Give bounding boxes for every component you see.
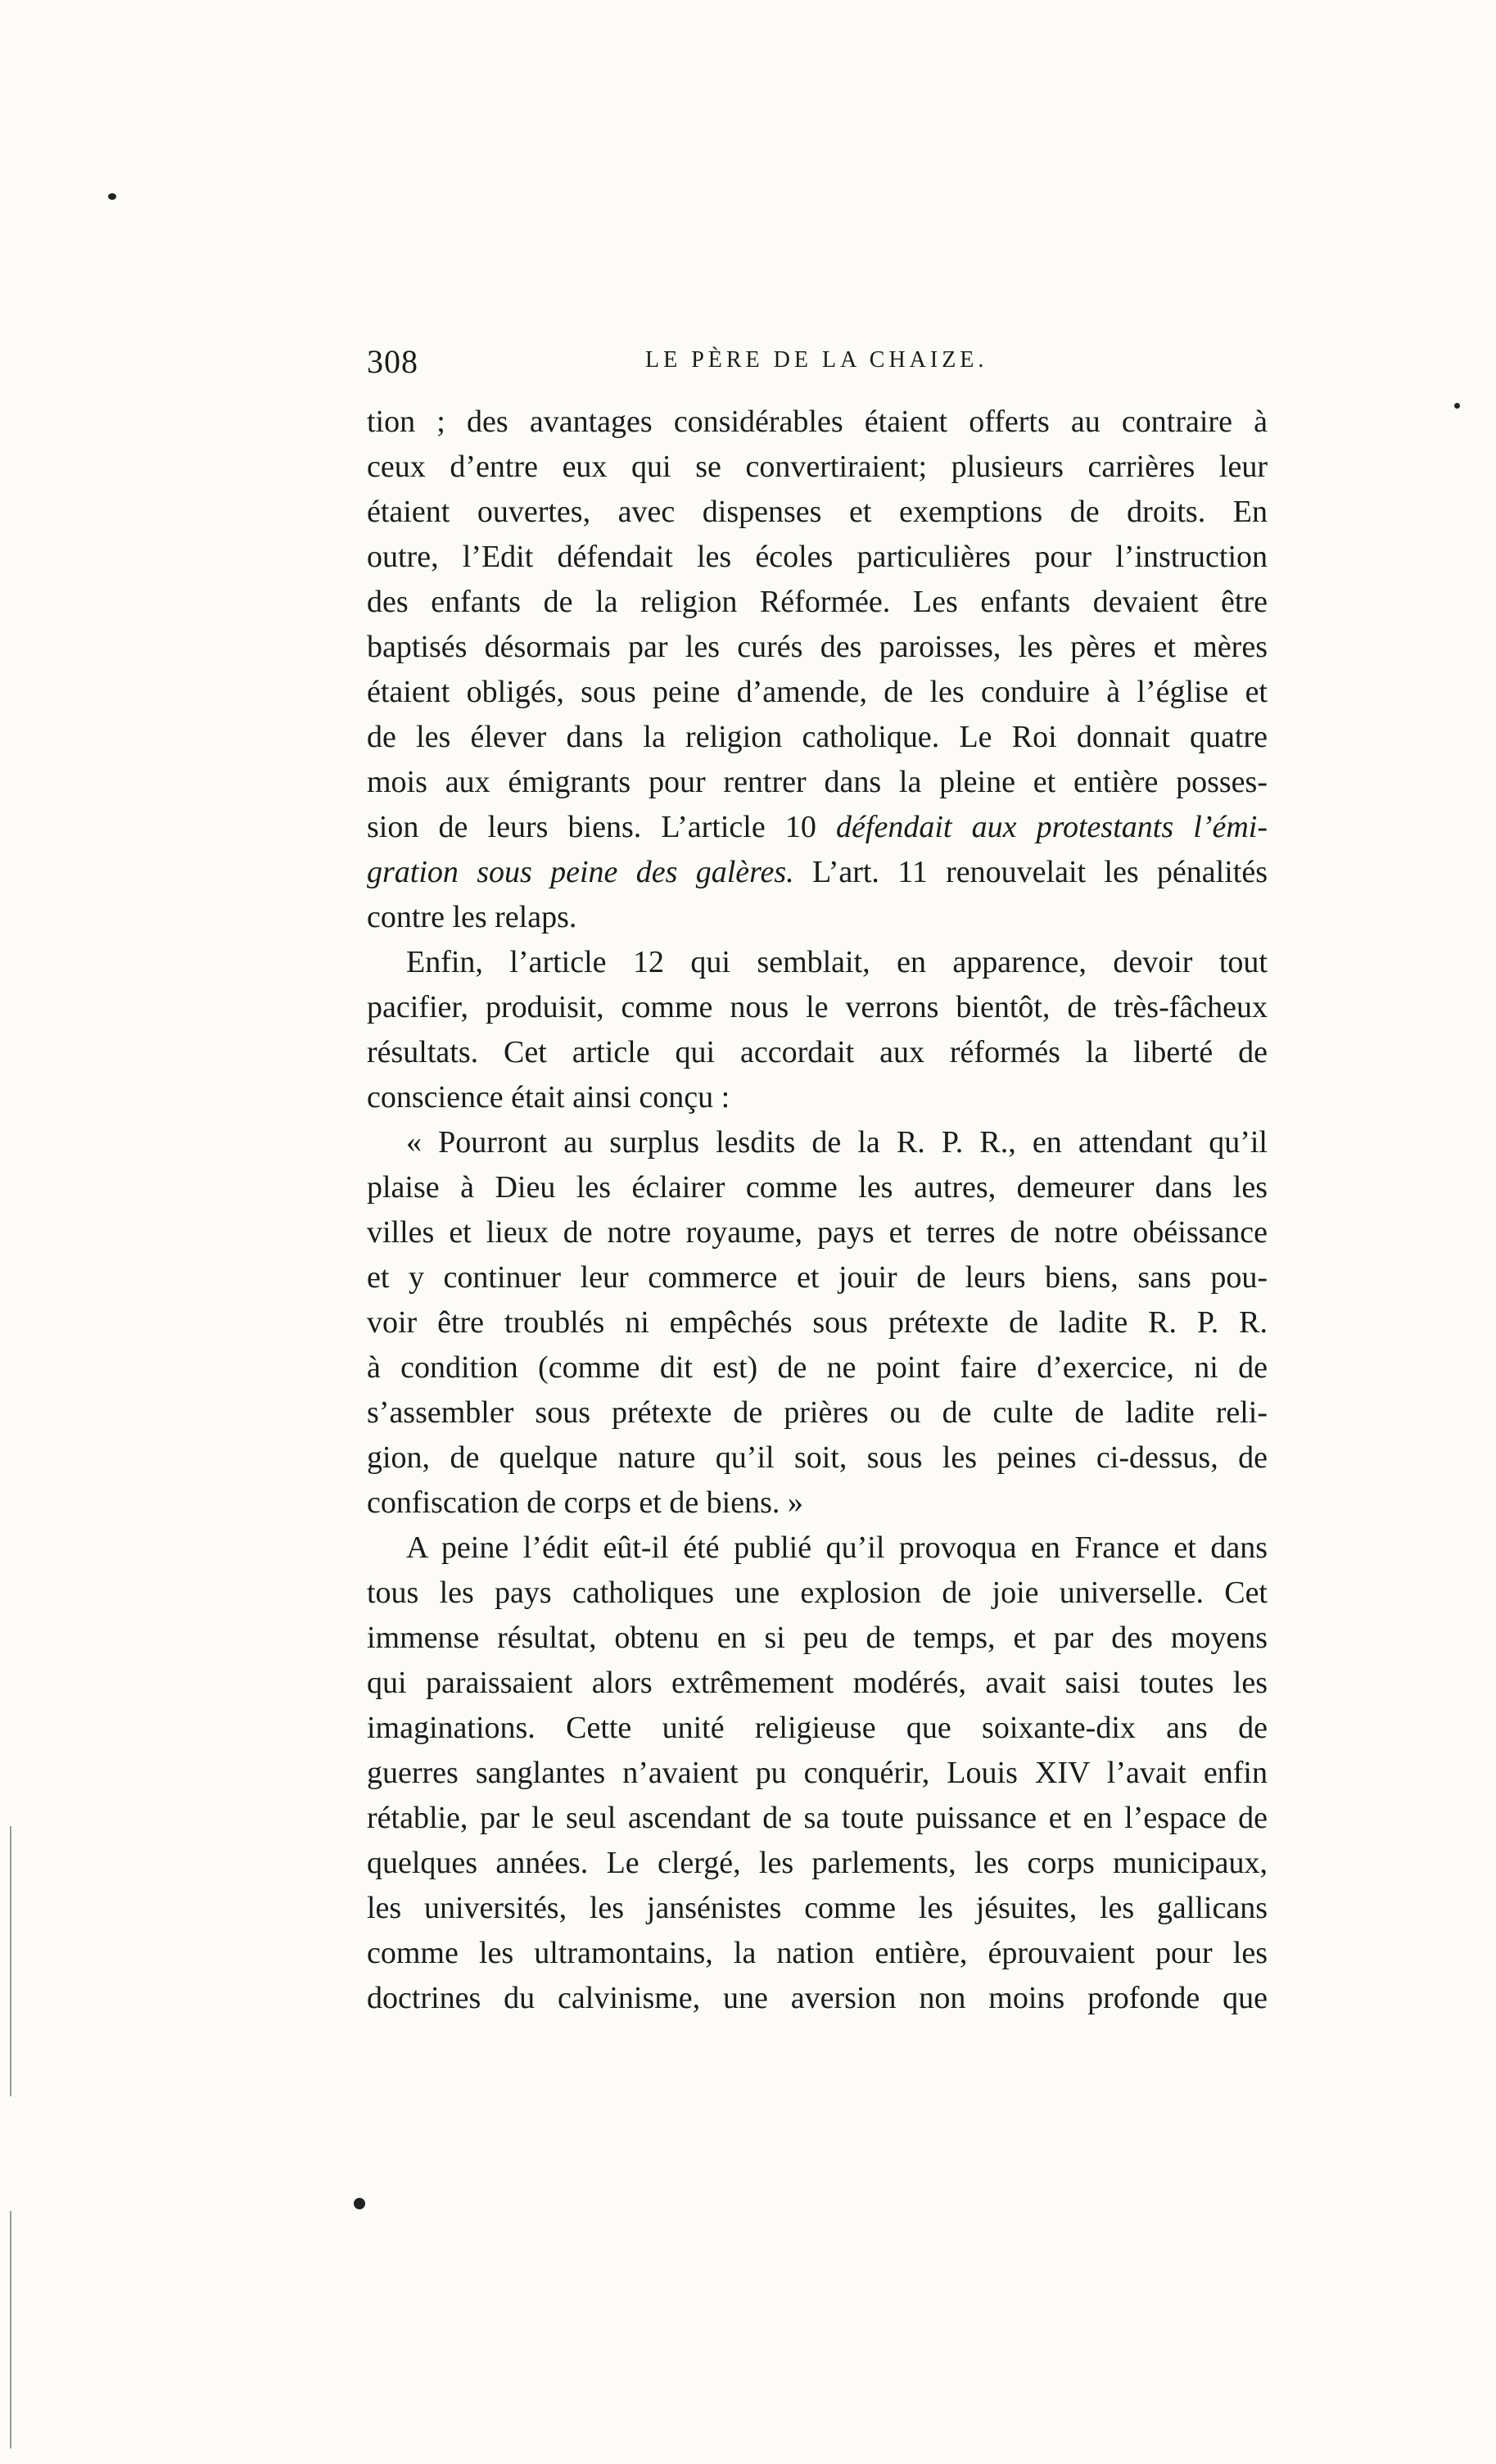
text-line <box>367 850 1268 895</box>
text-line: baptisés désormais par les curés des paroisses, les pères et mères <box>367 630 1268 664</box>
quote-line: s’assembler sous prétexte de prières ou de culte de ladite reli- <box>367 1395 1268 1430</box>
text-line: étaient ouvertes, avec dispenses et exemptions de droits. En <box>367 495 1268 529</box>
text-line: tion ; des avantages considérables étaient offerts au contraire à <box>367 405 1268 439</box>
text-run: L’art. 11 renouvelait les pénalités <box>793 855 1268 889</box>
quote-line: voir être troublés ni empêchés sous prétexte de ladite R. P. R. <box>367 1305 1268 1340</box>
text-line: contre les relaps. <box>367 900 577 934</box>
quote-line: et y continuer leur commerce et jouir de leurs biens, sans pou- <box>367 1260 1268 1295</box>
text-line: imaginations. Cette unité religieuse que soixante-dix ans de <box>367 1711 1268 1745</box>
text-line: pacifier, produisit, comme nous le verrons bientôt, de très-fâcheux <box>367 990 1268 1024</box>
ink-speck <box>354 2198 365 2209</box>
ink-speck <box>108 193 116 200</box>
text-line: ceux d’entre eux qui se convertiraient; plusieurs carrières leur <box>367 450 1268 484</box>
quote-line: confiscation de corps et de biens. » <box>367 1485 803 1520</box>
text-run: sion de leurs biens. L’article 10 <box>367 810 837 844</box>
text-line: les universités, les jansénistes comme les jésuites, les gallicans <box>367 1891 1268 1925</box>
quote-line: plaise à Dieu les éclairer comme les autres, demeurer dans les <box>367 1170 1268 1205</box>
quote-line: villes et lieux de notre royaume, pays et terres de notre obéissance <box>367 1215 1268 1250</box>
text-line: comme les ultramontains, la nation entière, éprouvaient pour les <box>367 1936 1268 1970</box>
quote-line: à condition (comme dit est) de ne point faire d’exercice, ni de <box>367 1350 1268 1385</box>
text-line: guerres sanglantes n’avaient pu conquérir, Louis XIV l’avait enfin <box>367 1756 1268 1790</box>
text-line: étaient obligés, sous peine d’amende, de les conduire à l’église et <box>367 675 1268 709</box>
text-line: doctrines du calvinisme, une aversion non moins profonde que <box>367 1981 1268 2015</box>
text-line: des enfants de la religion Réformée. Les enfants devaient être <box>367 585 1268 619</box>
paragraph-first-line: Enfin, l’article 12 qui semblait, en apparence, devoir tout <box>406 945 1268 979</box>
scan-edge-mark <box>10 2211 11 2448</box>
quote-line: gion, de quelque nature qu’il soit, sous les peines ci-dessus, de <box>367 1440 1268 1475</box>
ink-speck <box>1454 403 1460 409</box>
text-line: qui paraissaient alors extrêmement modérés, avait saisi toutes les <box>367 1666 1268 1700</box>
quote-first-line: « Pourront au surplus lesdits de la R. P. R., en attendant qu’il <box>406 1125 1268 1160</box>
body-text <box>367 400 1268 2021</box>
text-line: tous les pays catholiques une explosion de joie universelle. Cet <box>367 1576 1268 1610</box>
running-title: LE PÈRE DE LA CHAIZE. <box>645 347 988 373</box>
text-line: résultats. Cet article qui accordait aux réformés la liberté de <box>367 1035 1268 1069</box>
text-line <box>367 805 1268 850</box>
text-line: mois aux émigrants pour rentrer dans la pleine et entière posses- <box>367 765 1268 799</box>
page-number: 308 <box>367 343 418 380</box>
text-line: quelques années. Le clergé, les parlements, les corps municipaux, <box>367 1846 1268 1880</box>
text-line: rétablie, par le seul ascendant de sa toute puissance et en l’espace de <box>367 1801 1268 1835</box>
text-line: conscience était ainsi conçu : <box>367 1080 730 1114</box>
text-line: outre, l’Edit défendait les écoles particulières pour l’instruction <box>367 540 1268 574</box>
italic-text-run: gration sous peine des galères. <box>367 855 794 889</box>
scan-edge-mark <box>10 1826 11 2096</box>
italic-text-run: défendait aux protestants l’émi- <box>836 810 1268 844</box>
paragraph-first-line: A peine l’édit eût-il été publié qu’il provoqua en France et dans <box>406 1530 1268 1565</box>
page-header <box>367 342 1268 391</box>
text-line: immense résultat, obtenu en si peu de temps, et par des moyens <box>367 1621 1268 1655</box>
text-line: de les élever dans la religion catholique. Le Roi donnait quatre <box>367 720 1268 754</box>
